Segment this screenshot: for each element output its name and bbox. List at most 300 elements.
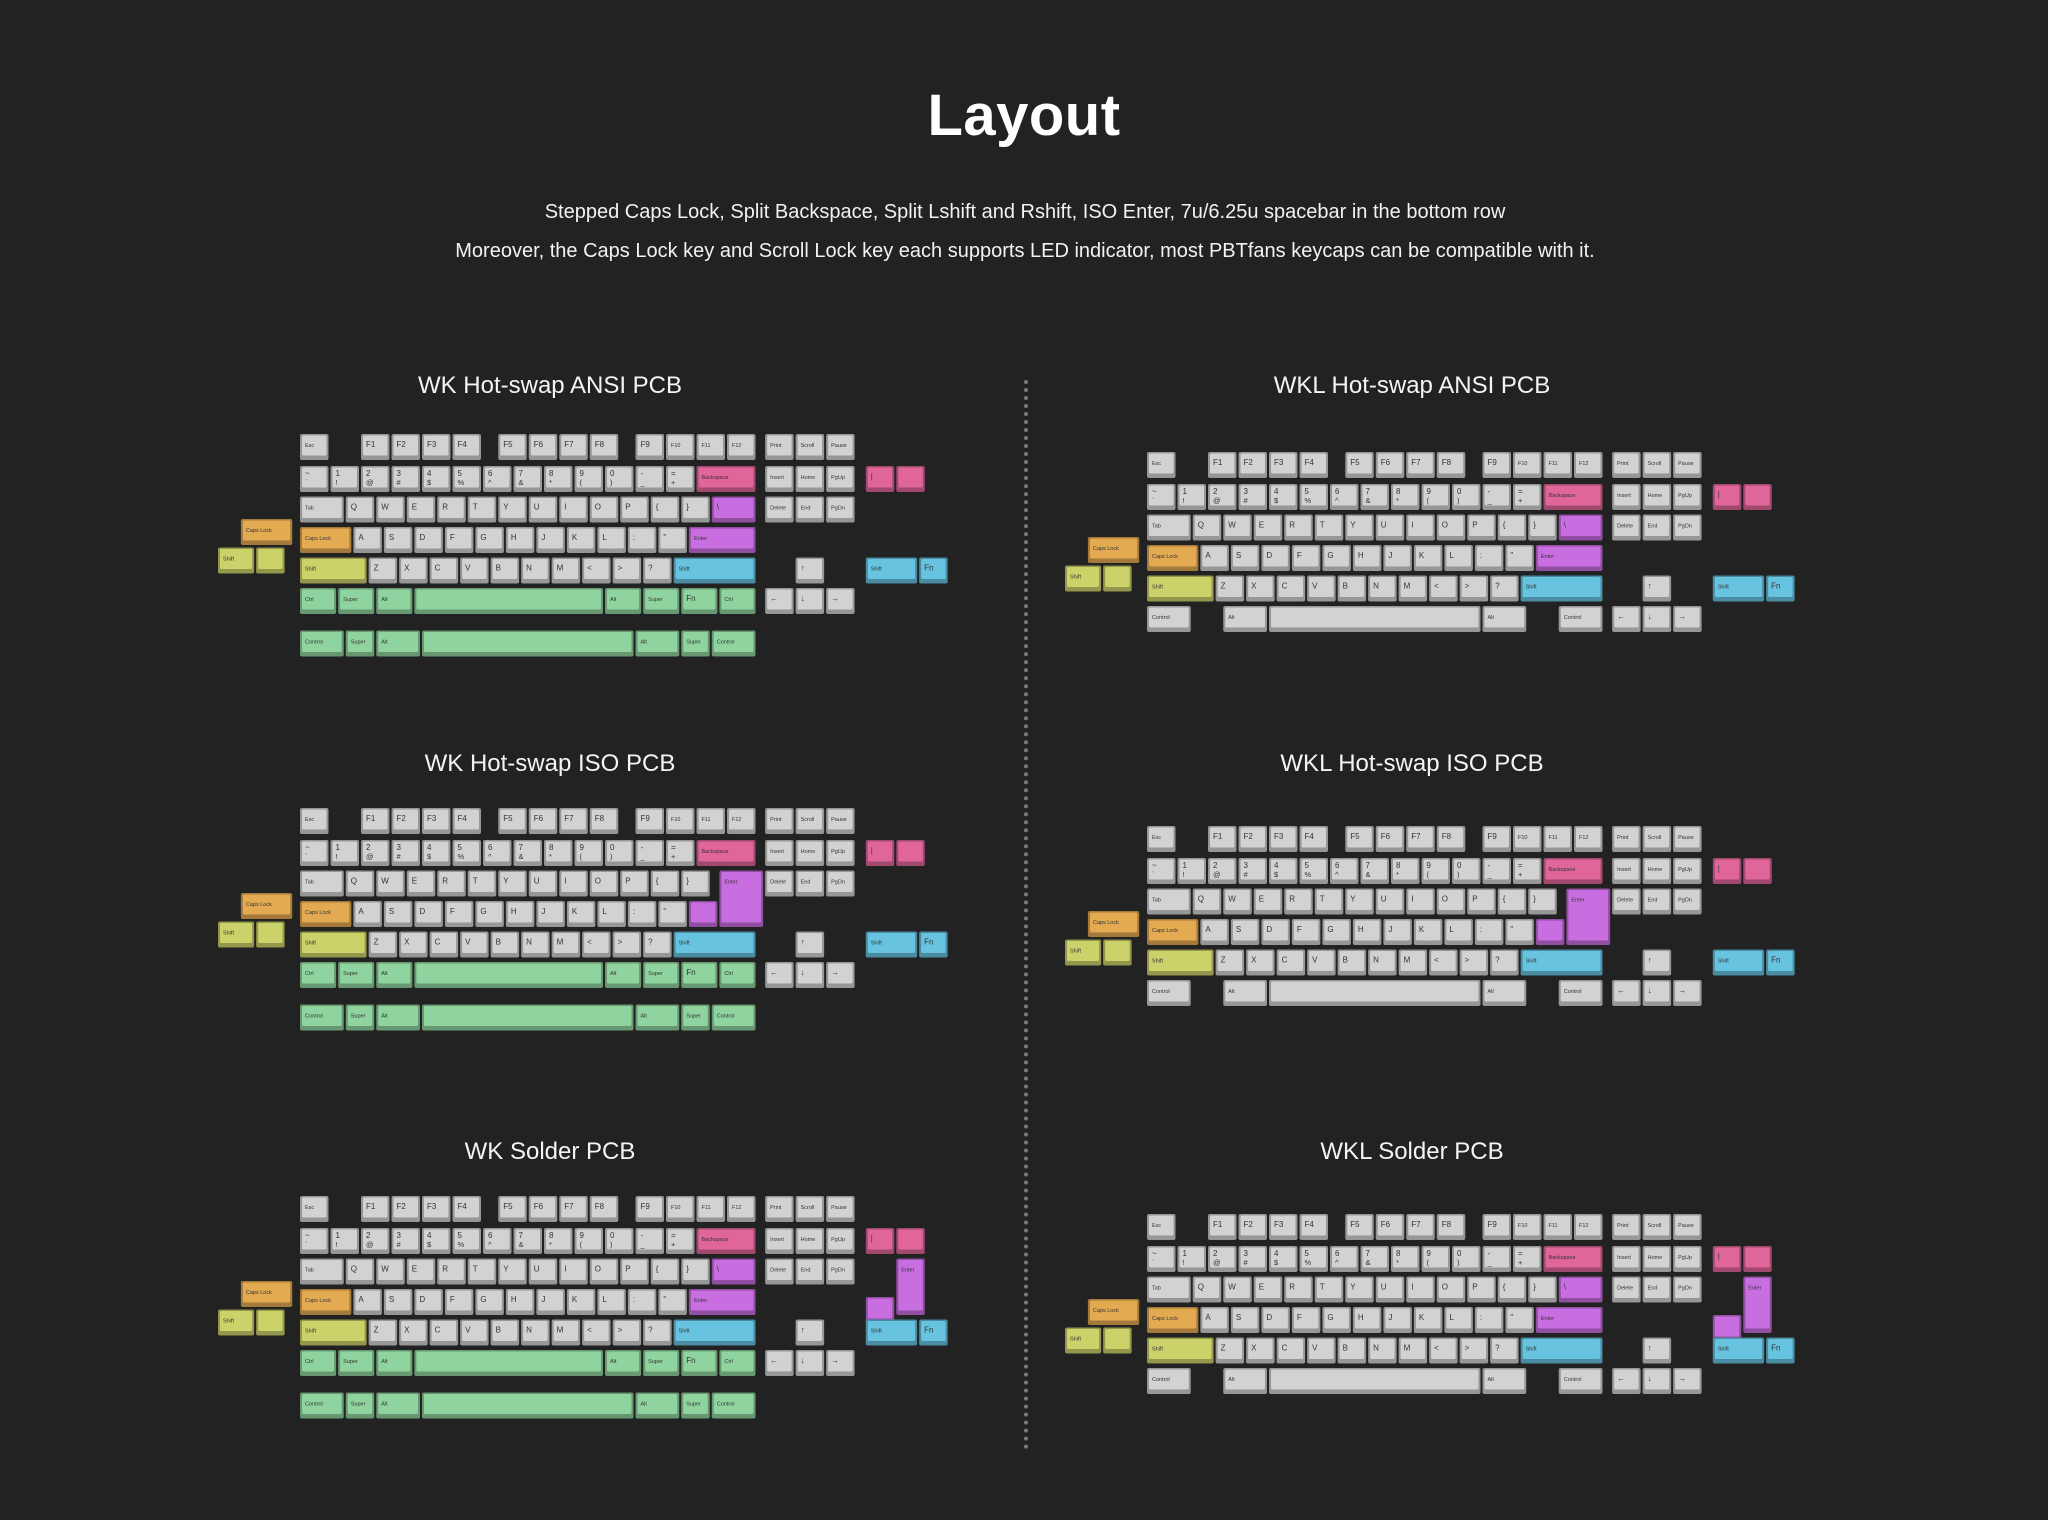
svg-text:←: ← xyxy=(770,594,779,603)
alt-split-lshift-key xyxy=(218,1310,254,1336)
svg-text:\: \ xyxy=(716,1264,719,1274)
letter-key xyxy=(559,871,588,897)
svg-text:J: J xyxy=(1388,1313,1393,1322)
svg-text:5: 5 xyxy=(1304,861,1309,870)
f-key xyxy=(727,1196,756,1222)
svg-text:9: 9 xyxy=(1426,487,1431,496)
alt-key xyxy=(636,1005,680,1031)
svg-text:}: } xyxy=(686,876,689,886)
letter-key xyxy=(643,932,672,958)
svg-text:Z: Z xyxy=(373,1325,379,1335)
svg-text:Esc: Esc xyxy=(305,1205,315,1211)
svg-text:S: S xyxy=(1235,1313,1242,1322)
spacebar-key xyxy=(414,962,603,988)
f-key xyxy=(422,434,451,460)
svg-text:Super: Super xyxy=(343,971,358,977)
svg-text:5: 5 xyxy=(457,469,462,478)
svg-text:%: % xyxy=(457,852,465,861)
arrow-right-key xyxy=(1673,980,1702,1006)
f-key xyxy=(392,1196,421,1222)
svg-text:H: H xyxy=(1357,551,1364,560)
svg-text:~: ~ xyxy=(305,843,310,852)
svg-text:↓: ↓ xyxy=(1647,1374,1652,1383)
svg-text:F11: F11 xyxy=(1548,835,1558,841)
svg-text:&: & xyxy=(518,852,524,861)
nav-key xyxy=(1643,889,1672,915)
svg-text:Alt: Alt xyxy=(640,1013,647,1020)
svg-text:F9: F9 xyxy=(640,440,650,449)
svg-text:6: 6 xyxy=(1335,1249,1340,1258)
svg-text:F2: F2 xyxy=(396,814,406,823)
alt-split-backspace-key xyxy=(1713,1246,1742,1272)
nav-key xyxy=(765,871,794,897)
letter-key xyxy=(643,558,672,584)
pcb-title: WKL Solder PCB xyxy=(1320,1138,1504,1165)
svg-text:End: End xyxy=(800,505,811,512)
svg-text:\: \ xyxy=(1563,520,1566,530)
letter-key xyxy=(384,901,413,927)
svg-text:Alt: Alt xyxy=(610,597,617,603)
letter-key xyxy=(567,1289,596,1315)
svg-text:$: $ xyxy=(1274,496,1279,505)
alt-key xyxy=(636,1393,680,1419)
letter-key xyxy=(559,497,588,523)
svg-text:*: * xyxy=(1396,496,1399,505)
alt-key xyxy=(376,1350,412,1376)
ctrl-key xyxy=(719,962,755,988)
svg-text:#: # xyxy=(1243,870,1248,879)
svg-text:<: < xyxy=(587,563,592,573)
svg-text:←: ← xyxy=(1617,986,1626,995)
letter-key xyxy=(529,1259,558,1285)
svg-text:Super: Super xyxy=(343,1359,358,1365)
letter-key xyxy=(353,901,382,927)
f-key xyxy=(559,808,588,834)
letter-key xyxy=(1307,576,1336,602)
arrow-up-key xyxy=(1643,1338,1672,1364)
alt-fn-key xyxy=(919,932,948,958)
alt-key xyxy=(636,631,680,657)
alt-key xyxy=(1483,980,1527,1006)
left-shift-key xyxy=(300,932,367,958)
letter-key xyxy=(1315,889,1344,915)
svg-text:Alt: Alt xyxy=(1487,989,1494,995)
svg-text:8: 8 xyxy=(1396,1249,1401,1258)
alt-split-backspace-key xyxy=(1743,858,1772,884)
svg-text:K: K xyxy=(1418,1313,1425,1322)
letter-key xyxy=(414,901,443,927)
letter-key xyxy=(582,558,611,584)
svg-text:+: + xyxy=(671,852,676,861)
svg-text:+: + xyxy=(671,1240,676,1249)
svg-text:PgDn: PgDn xyxy=(1678,897,1692,904)
svg-text:*: * xyxy=(549,478,552,487)
arrow-down-key xyxy=(1643,606,1672,632)
svg-text:L: L xyxy=(1449,925,1454,934)
left-shift-key xyxy=(1147,576,1214,602)
svg-text:": " xyxy=(1510,925,1514,934)
svg-text:W: W xyxy=(381,1264,389,1274)
svg-text:": " xyxy=(1510,551,1514,560)
super-key xyxy=(346,631,375,657)
svg-text:Shift: Shift xyxy=(1070,1336,1082,1343)
letter-key xyxy=(651,1259,680,1285)
alt-split-backspace-key xyxy=(866,840,895,866)
svg-text:C: C xyxy=(434,937,441,947)
letter-key xyxy=(460,932,489,958)
fn-key xyxy=(681,588,717,614)
svg-text:Control: Control xyxy=(1152,615,1170,621)
letter-key xyxy=(491,1320,520,1346)
letter-key xyxy=(1277,950,1306,976)
caps-lock-key xyxy=(1147,919,1198,945)
alt-split-backspace-key xyxy=(896,840,925,866)
letter-key xyxy=(1292,919,1321,945)
svg-text:$: $ xyxy=(427,478,432,487)
nav-key xyxy=(765,1259,794,1285)
pcb-title: WKL Hot-swap ANSI PCB xyxy=(1273,372,1551,399)
svg-text:C: C xyxy=(434,563,441,573)
letter-key xyxy=(658,527,687,553)
letter-key xyxy=(1444,545,1473,571)
svg-text:F2: F2 xyxy=(1243,1220,1253,1229)
svg-text:G: G xyxy=(480,533,487,542)
svg-text:Shift: Shift xyxy=(678,566,690,573)
letter-key xyxy=(1460,576,1489,602)
letter-key xyxy=(346,497,375,523)
backspace-key xyxy=(1544,858,1603,884)
left-shift-key xyxy=(1147,1338,1214,1364)
svg-text:F2: F2 xyxy=(1243,832,1253,841)
spacebar-7u-key xyxy=(1269,606,1481,632)
svg-text:`: ` xyxy=(1152,1258,1155,1267)
letter-key xyxy=(1528,515,1557,541)
nav-key xyxy=(796,1259,825,1285)
super-key xyxy=(681,631,710,657)
svg-text:?: ? xyxy=(648,563,653,573)
svg-text:P: P xyxy=(1472,520,1478,530)
tab-key xyxy=(1147,889,1191,915)
svg-text:<: < xyxy=(1434,581,1439,591)
letter-key xyxy=(1467,889,1496,915)
arrow-down-key xyxy=(1643,1368,1672,1394)
esc-key xyxy=(1147,1214,1176,1240)
svg-text:_: _ xyxy=(640,852,645,861)
svg-text:F5: F5 xyxy=(503,1202,513,1211)
letter-key xyxy=(1216,950,1245,976)
svg-text:U: U xyxy=(533,1264,540,1274)
svg-text:F7: F7 xyxy=(1411,458,1421,467)
number-key xyxy=(1269,858,1298,884)
svg-text:O: O xyxy=(1441,1282,1448,1292)
svg-text:D: D xyxy=(1266,551,1273,560)
svg-text:F11: F11 xyxy=(701,817,711,823)
svg-text:%: % xyxy=(1304,1258,1312,1267)
alt-key xyxy=(376,962,412,988)
svg-text:Shift: Shift xyxy=(1525,1346,1537,1353)
svg-text:Fn: Fn xyxy=(924,1325,934,1335)
svg-text:4: 4 xyxy=(1274,487,1279,496)
svg-text:?: ? xyxy=(648,1325,653,1335)
nav-key xyxy=(796,497,825,523)
super-key xyxy=(338,588,374,614)
svg-text:2: 2 xyxy=(366,1231,371,1240)
f-key xyxy=(1574,826,1603,852)
letter-key xyxy=(1307,950,1336,976)
svg-text:Caps Lock: Caps Lock xyxy=(245,902,272,908)
svg-text:F10: F10 xyxy=(1518,461,1528,467)
svg-text:↓: ↓ xyxy=(800,1356,805,1365)
svg-text:Caps Lock: Caps Lock xyxy=(1092,920,1119,926)
nav-key xyxy=(796,466,825,492)
svg-text:Shift: Shift xyxy=(1717,584,1729,591)
f-key xyxy=(529,808,558,834)
svg-text:P: P xyxy=(1472,894,1478,904)
svg-text:R: R xyxy=(1289,1282,1296,1292)
svg-text:Backspace: Backspace xyxy=(701,849,729,855)
svg-text:-: - xyxy=(640,469,644,478)
letter-key xyxy=(407,871,436,897)
svg-text:P: P xyxy=(625,1264,631,1274)
svg-text:<: < xyxy=(587,937,592,947)
svg-text:|: | xyxy=(870,846,873,855)
arrow-left-key xyxy=(1612,606,1641,632)
svg-text:Super: Super xyxy=(350,1013,366,1020)
enter-key xyxy=(689,1289,756,1315)
letter-key xyxy=(1406,515,1435,541)
svg-text:F: F xyxy=(1296,1313,1302,1322)
letter-key xyxy=(346,871,375,897)
svg-text:+: + xyxy=(671,478,676,487)
alt-key xyxy=(1223,980,1267,1006)
svg-text:": " xyxy=(663,533,667,542)
number-key xyxy=(422,840,451,866)
svg-text:V: V xyxy=(1312,955,1318,965)
svg-text:Caps Lock: Caps Lock xyxy=(305,536,331,542)
letter-key xyxy=(430,932,459,958)
svg-text:Backspace: Backspace xyxy=(701,1237,729,1243)
number-key xyxy=(300,466,329,492)
nav-key xyxy=(1612,1214,1641,1240)
number-key xyxy=(1513,858,1542,884)
letter-key xyxy=(620,871,649,897)
letter-key xyxy=(491,932,520,958)
number-key xyxy=(331,840,360,866)
letter-key xyxy=(1528,1277,1557,1303)
super-key xyxy=(338,1350,374,1376)
svg-text:4: 4 xyxy=(427,469,432,478)
tab-key xyxy=(1147,515,1191,541)
letter-key xyxy=(1246,950,1275,976)
letter-key xyxy=(552,932,581,958)
svg-text:Super: Super xyxy=(350,639,366,646)
svg-text:F4: F4 xyxy=(1304,832,1314,841)
svg-text:Y: Y xyxy=(1350,1282,1356,1292)
svg-text:): ) xyxy=(610,478,613,487)
svg-text:}: } xyxy=(686,1264,689,1274)
number-key xyxy=(605,840,634,866)
svg-text:→: → xyxy=(831,594,840,603)
nav-key xyxy=(1673,1246,1702,1272)
keyboard-layout-diagram xyxy=(1062,820,1822,1080)
letter-key xyxy=(1200,1307,1229,1333)
svg-text:Delete: Delete xyxy=(1617,897,1634,904)
svg-text:E: E xyxy=(1258,520,1265,530)
center-divider xyxy=(1024,380,1028,1450)
left-shift-key xyxy=(300,1320,367,1346)
svg-text:F: F xyxy=(449,907,455,916)
svg-text:Print: Print xyxy=(1617,1223,1629,1229)
svg-text:Caps Lock: Caps Lock xyxy=(305,1298,331,1304)
keyboard-layout-diagram xyxy=(215,1190,975,1450)
svg-text:G: G xyxy=(480,1295,487,1304)
letter-key xyxy=(1498,889,1527,915)
svg-text:W: W xyxy=(381,502,389,512)
letter-key xyxy=(414,527,443,553)
spacebar-7u-key xyxy=(1269,1368,1481,1394)
letter-key xyxy=(1261,919,1290,945)
svg-text:Pause: Pause xyxy=(831,443,847,449)
svg-text:↑: ↑ xyxy=(1647,581,1652,591)
svg-text:Print: Print xyxy=(770,1205,782,1211)
alt-fn-key xyxy=(1766,576,1795,602)
number-key xyxy=(1147,1246,1176,1272)
svg-text:0: 0 xyxy=(1457,1249,1462,1258)
svg-text:>: > xyxy=(617,563,623,573)
letter-key xyxy=(384,527,413,553)
svg-text::: : xyxy=(1479,551,1483,560)
pcb-title: WK Hot-swap ANSI PCB xyxy=(417,372,683,399)
svg-text:7: 7 xyxy=(1365,861,1370,870)
svg-text:0: 0 xyxy=(610,843,615,852)
svg-text:): ) xyxy=(1457,870,1460,879)
control-key xyxy=(1147,1368,1191,1394)
nav-key xyxy=(1673,889,1702,915)
svg-text:Backspace: Backspace xyxy=(1548,867,1576,873)
svg-text:L: L xyxy=(602,1295,607,1304)
svg-text:Ctrl: Ctrl xyxy=(724,597,733,603)
nav-key xyxy=(796,434,825,460)
number-key xyxy=(1330,484,1359,510)
number-key xyxy=(1330,858,1359,884)
svg-text:F9: F9 xyxy=(1487,832,1497,841)
letter-key xyxy=(1284,515,1313,541)
alt-key xyxy=(605,1350,641,1376)
svg-text:F8: F8 xyxy=(1441,832,1452,841)
svg-text:S: S xyxy=(1235,551,1242,560)
alt-split-key xyxy=(1103,1328,1132,1354)
svg-text:R: R xyxy=(1289,520,1296,530)
svg-text:4: 4 xyxy=(1274,1249,1279,1258)
svg-text:F8: F8 xyxy=(1441,1220,1452,1229)
svg-text:F9: F9 xyxy=(1487,1220,1497,1229)
alt-key xyxy=(605,588,641,614)
svg-text:W: W xyxy=(1228,520,1236,530)
nav-key xyxy=(1643,515,1672,541)
svg-text:=: = xyxy=(1518,487,1523,496)
svg-text:3: 3 xyxy=(1243,861,1248,870)
svg-text:P: P xyxy=(625,876,631,886)
f-key xyxy=(1376,1214,1405,1240)
f-key xyxy=(1269,826,1298,852)
alt-split-rshift-key xyxy=(1713,950,1764,976)
nav-key xyxy=(1673,826,1702,852)
svg-text:Fn: Fn xyxy=(924,937,934,947)
letter-key xyxy=(475,901,504,927)
number-key xyxy=(666,840,695,866)
svg-text:F: F xyxy=(449,1295,455,1304)
f-key xyxy=(453,808,482,834)
letter-key xyxy=(1223,515,1252,541)
letter-key xyxy=(1193,515,1222,541)
svg-text:=: = xyxy=(1518,1249,1523,1258)
number-key xyxy=(1208,484,1237,510)
svg-text:Control: Control xyxy=(1563,1377,1582,1383)
svg-text:>: > xyxy=(617,937,623,947)
svg-text:F: F xyxy=(1296,551,1302,560)
svg-text:N: N xyxy=(1373,581,1379,591)
svg-text:}: } xyxy=(1533,520,1536,530)
svg-text:>: > xyxy=(1464,581,1470,591)
svg-text:C: C xyxy=(1281,955,1288,965)
svg-text:9: 9 xyxy=(1426,1249,1431,1258)
svg-text:(: ( xyxy=(1426,496,1429,505)
svg-text:PgUp: PgUp xyxy=(831,1237,845,1243)
alt-key xyxy=(1483,1368,1527,1394)
letter-key xyxy=(521,1320,550,1346)
letter-key xyxy=(1414,1307,1443,1333)
svg-text:Tab: Tab xyxy=(305,505,314,512)
alt-split-rshift-key xyxy=(1713,576,1764,602)
number-key xyxy=(1269,484,1298,510)
esc-key xyxy=(1147,826,1176,852)
svg-text:F3: F3 xyxy=(1274,458,1284,467)
svg-text:{: { xyxy=(1502,520,1506,530)
iso-hash-key xyxy=(689,901,718,927)
svg-text:Delete: Delete xyxy=(770,879,787,886)
svg-text:_: _ xyxy=(1487,1258,1492,1267)
letter-key xyxy=(1406,1277,1435,1303)
alt-iso-hash-key xyxy=(1713,1315,1742,1341)
keyboard-layout-diagram xyxy=(1062,446,1822,706)
svg-text:1: 1 xyxy=(1182,487,1187,496)
letter-key xyxy=(1383,919,1412,945)
svg-text:Shift: Shift xyxy=(1525,584,1537,591)
svg-text:J: J xyxy=(541,1295,546,1304)
svg-text:G: G xyxy=(480,907,487,916)
svg-text:!: ! xyxy=(335,852,338,861)
letter-key xyxy=(376,1259,405,1285)
ctrl-key xyxy=(719,588,755,614)
ctrl-key xyxy=(300,962,336,988)
ctrl-key xyxy=(300,588,336,614)
svg-text:I: I xyxy=(1411,520,1414,530)
svg-text:9: 9 xyxy=(579,469,584,478)
letter-key xyxy=(491,558,520,584)
svg-text:F7: F7 xyxy=(1411,832,1421,841)
svg-text:Esc: Esc xyxy=(305,443,315,449)
letter-key xyxy=(1292,545,1321,571)
svg-text:>: > xyxy=(1464,1343,1470,1353)
svg-text:H: H xyxy=(510,907,517,916)
svg-text:Caps Lock: Caps Lock xyxy=(1152,1316,1178,1322)
enter-key xyxy=(1536,1307,1603,1333)
number-key xyxy=(483,840,512,866)
svg-text:Q: Q xyxy=(350,502,357,512)
svg-text:PgDn: PgDn xyxy=(831,505,845,512)
alt-split-rshift-key xyxy=(866,932,917,958)
number-key xyxy=(544,840,573,866)
